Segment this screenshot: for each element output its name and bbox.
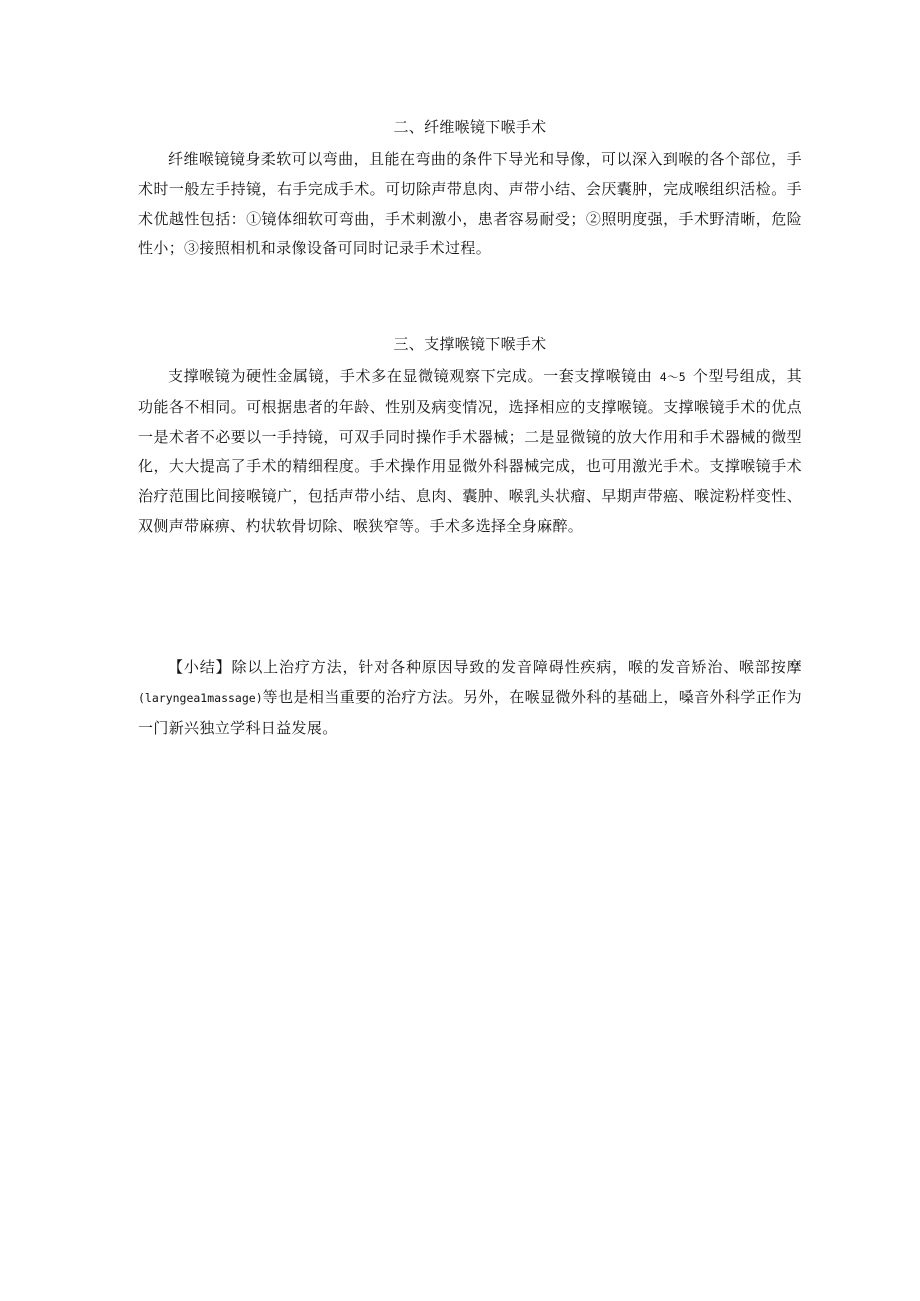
- summary-label: 【小结】: [168, 658, 232, 676]
- section-paragraph: [138, 362, 802, 542]
- model-count-range: 4～5: [652, 370, 693, 384]
- section-fiber-laryngoscope: [138, 116, 802, 264]
- section-heading: 三、支撑喉镜下喉手术: [393, 335, 547, 353]
- summary-paragraph: [138, 653, 802, 743]
- section-heading: 二、纤维喉镜下喉手术: [393, 118, 547, 136]
- summary-text-start: 除以上治疗方法，针对各种原因导致的发音障碍性疾病，喉的发音矫治、喉部按摩: [231, 658, 802, 676]
- english-term: (laryngea1massage): [138, 690, 263, 705]
- section-support-laryngoscope: [138, 333, 802, 542]
- summary-section: [138, 653, 802, 743]
- section-paragraph: 纤维喉镜镜身柔软可以弯曲，且能在弯曲的条件下导光和导像，可以深入到喉的各个部位，手术时一般左手持镜，右手完成手术。可切除声带息肉、声带小结、会厌囊肿，完成喉组织活检。手术优越性包括：①镜体细软可弯曲，手术刺激小，患者容易耐受；②照明度强，手术野清晰，危险性小；③接照相机和录像设备可同时记录手术过程。: [138, 150, 802, 258]
- paragraph-text-start: 支撑喉镜为硬性金属镜，手术多在显微镜观察下完成。一套支撑喉镜由: [168, 367, 653, 385]
- paragraph-text-rest: 个型号组成，其功能各不相同。可根据患者的年龄、性别及病变情况，选择相应的支撑喉镜。支撑喉镜手术的优点一是术者不必要以一手持镜，可双手同时操作手术器械；二是显微镜的放大作用和手术器械的微型化，大大提高了手术的精细程度。手术操作用显微外科器械完成，也可用激光手术。支撑喉镜手术治疗范围比间接喉镜广，包括声带小结、息肉、囊肿、喉乳头状瘤、早期声带癌、喉淀粉样变性、双侧声带麻痹、杓状软骨切除、喉狭窄等。手术多选择全身麻醉。: [138, 367, 803, 535]
- summary-text-rest: 等也是相当重要的治疗方法。另外，在喉显微外科的基础上，嗓音外科学正作为一门新兴独立学科日益发展。: [138, 687, 802, 737]
